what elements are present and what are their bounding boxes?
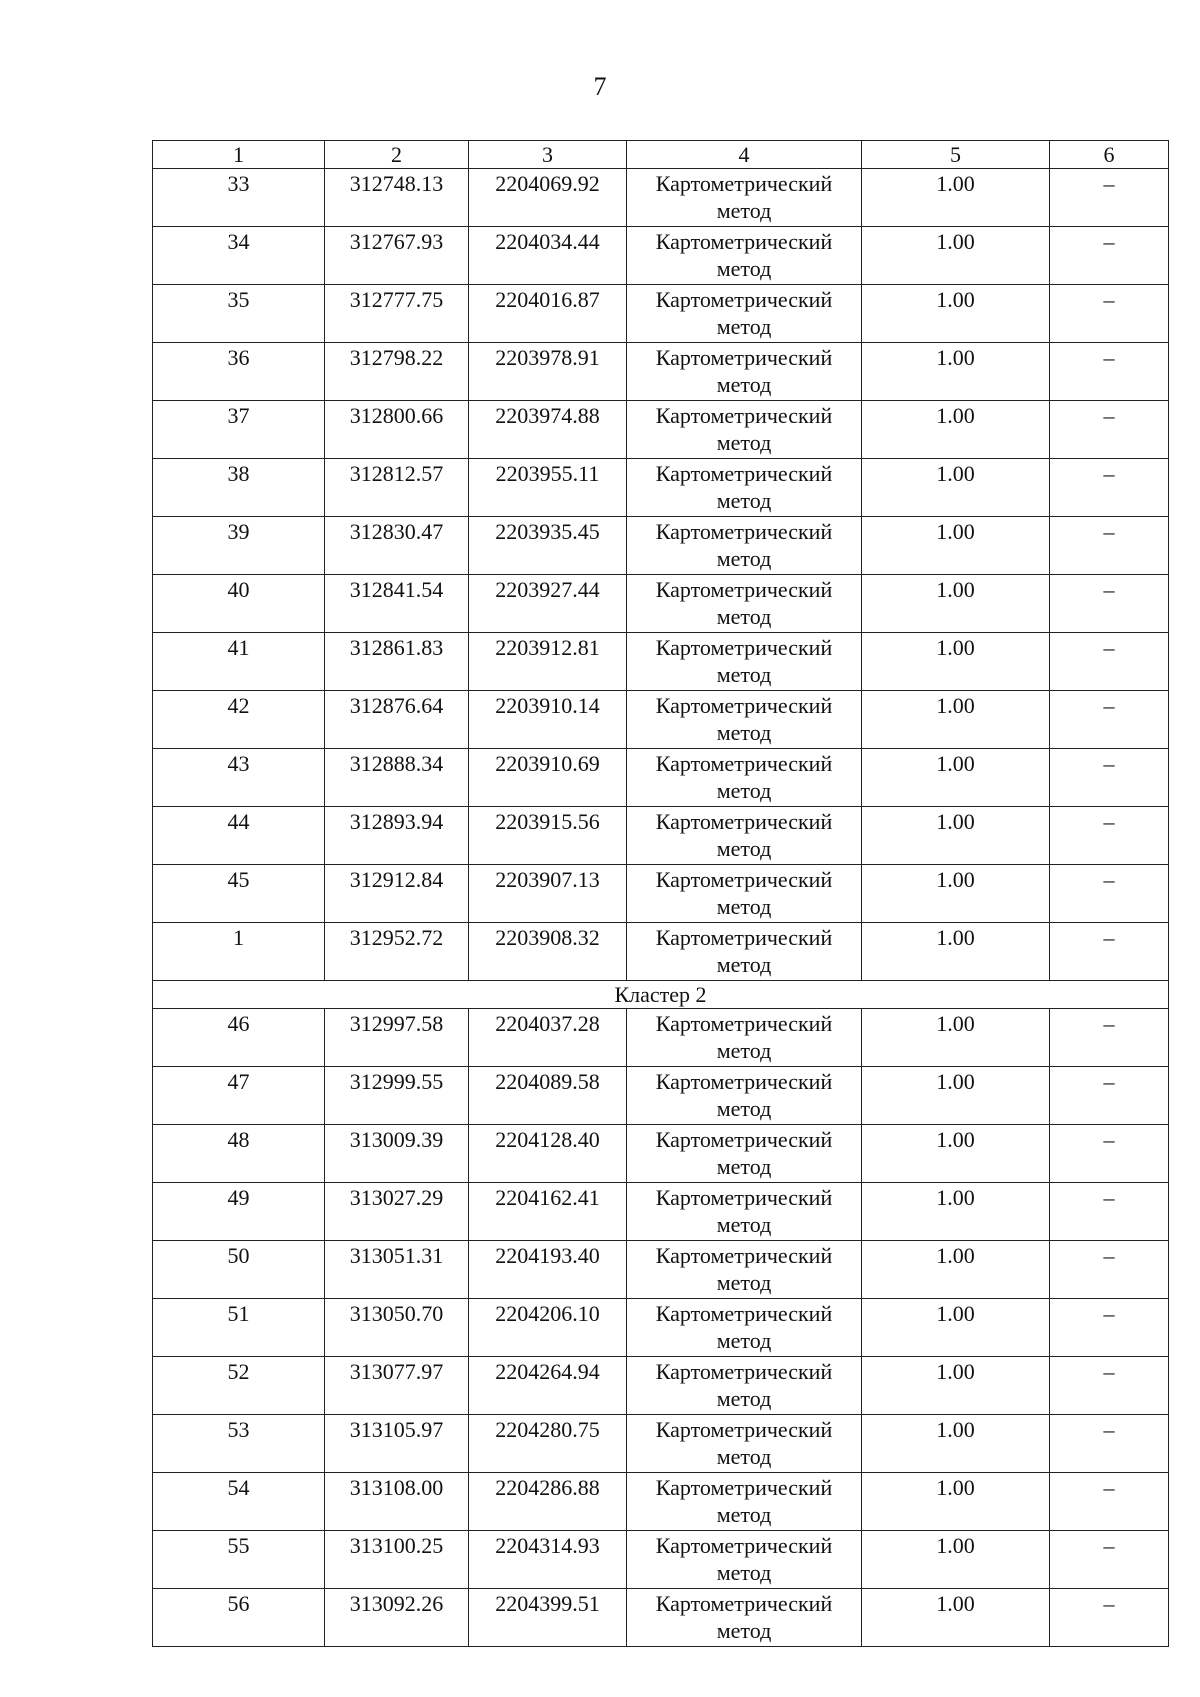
method-cell: Картометрический метод: [627, 749, 862, 807]
y-coordinate-cell: 2203908.32: [469, 923, 627, 981]
x-coordinate-cell: 312812.57: [325, 459, 469, 517]
precision-cell: 1.00: [862, 575, 1050, 633]
note-cell: –: [1050, 1357, 1169, 1415]
point-number-cell: 48: [153, 1125, 325, 1183]
method-cell: Картометрический метод: [627, 865, 862, 923]
y-coordinate-cell: 2203910.69: [469, 749, 627, 807]
x-coordinate-cell: 313100.25: [325, 1531, 469, 1589]
note-cell: –: [1050, 517, 1169, 575]
x-coordinate-cell: 312800.66: [325, 401, 469, 459]
y-coordinate-cell: 2204206.10: [469, 1299, 627, 1357]
point-number-cell: 38: [153, 459, 325, 517]
cluster-heading-row: [153, 981, 1169, 1009]
precision-cell: 1.00: [862, 1183, 1050, 1241]
y-coordinate-cell: 2203907.13: [469, 865, 627, 923]
y-coordinate-cell: 2204314.93: [469, 1531, 627, 1589]
point-number-cell: 45: [153, 865, 325, 923]
method-cell: Картометрический метод: [627, 1241, 862, 1299]
note-cell: –: [1050, 633, 1169, 691]
method-cell: Картометрический метод: [627, 285, 862, 343]
note-cell: –: [1050, 1009, 1169, 1067]
x-coordinate-cell: 312876.64: [325, 691, 469, 749]
method-cell: Картометрический метод: [627, 517, 862, 575]
table-row: [153, 1589, 1169, 1647]
precision-cell: 1.00: [862, 517, 1050, 575]
point-number-cell: 37: [153, 401, 325, 459]
x-coordinate-cell: 313077.97: [325, 1357, 469, 1415]
page-number: 7: [593, 72, 607, 101]
table-row: [153, 401, 1169, 459]
table-row: [153, 691, 1169, 749]
point-number-cell: 42: [153, 691, 325, 749]
point-number-cell: 34: [153, 227, 325, 285]
table-row: [153, 1009, 1169, 1067]
method-cell: Картометрический метод: [627, 1473, 862, 1531]
note-cell: –: [1050, 923, 1169, 981]
y-coordinate-cell: 2203915.56: [469, 807, 627, 865]
x-coordinate-cell: 312830.47: [325, 517, 469, 575]
method-cell: Картометрический метод: [627, 343, 862, 401]
method-cell: Картометрический метод: [627, 1183, 862, 1241]
y-coordinate-cell: 2203927.44: [469, 575, 627, 633]
precision-cell: 1.00: [862, 1589, 1050, 1647]
precision-cell: 1.00: [862, 865, 1050, 923]
point-number-cell: 39: [153, 517, 325, 575]
precision-cell: 1.00: [862, 1009, 1050, 1067]
method-cell: Картометрический метод: [627, 1531, 862, 1589]
precision-cell: 1.00: [862, 1357, 1050, 1415]
table-row: [153, 1241, 1169, 1299]
y-coordinate-cell: 2204264.94: [469, 1357, 627, 1415]
table-row: [153, 1299, 1169, 1357]
x-coordinate-cell: 312777.75: [325, 285, 469, 343]
point-number-cell: 43: [153, 749, 325, 807]
precision-cell: 1.00: [862, 1415, 1050, 1473]
method-cell: Картометрический метод: [627, 227, 862, 285]
point-number-cell: 44: [153, 807, 325, 865]
x-coordinate-cell: 313050.70: [325, 1299, 469, 1357]
point-number-cell: 52: [153, 1357, 325, 1415]
precision-cell: 1.00: [862, 807, 1050, 865]
table-row: [153, 1357, 1169, 1415]
table-row: [153, 1473, 1169, 1531]
point-number-cell: 35: [153, 285, 325, 343]
point-number-cell: 56: [153, 1589, 325, 1647]
x-coordinate-cell: 313092.26: [325, 1589, 469, 1647]
table-row: [153, 1531, 1169, 1589]
precision-cell: 1.00: [862, 1125, 1050, 1183]
y-coordinate-cell: 2204069.92: [469, 169, 627, 227]
precision-cell: 1.00: [862, 1067, 1050, 1125]
y-coordinate-cell: 2204286.88: [469, 1473, 627, 1531]
note-cell: –: [1050, 1125, 1169, 1183]
precision-cell: 1.00: [862, 343, 1050, 401]
note-cell: –: [1050, 285, 1169, 343]
header-cell-5: 5: [862, 141, 1050, 169]
x-coordinate-cell: 312748.13: [325, 169, 469, 227]
method-cell: Картометрический метод: [627, 169, 862, 227]
table-row: [153, 633, 1169, 691]
precision-cell: 1.00: [862, 633, 1050, 691]
note-cell: –: [1050, 575, 1169, 633]
note-cell: –: [1050, 343, 1169, 401]
cluster-heading: Кластер 2: [153, 981, 1169, 1009]
y-coordinate-cell: 2204128.40: [469, 1125, 627, 1183]
x-coordinate-cell: 312893.94: [325, 807, 469, 865]
x-coordinate-cell: 312888.34: [325, 749, 469, 807]
method-cell: Картометрический метод: [627, 1009, 862, 1067]
note-cell: –: [1050, 459, 1169, 517]
point-number-cell: 33: [153, 169, 325, 227]
precision-cell: 1.00: [862, 691, 1050, 749]
note-cell: –: [1050, 227, 1169, 285]
note-cell: –: [1050, 691, 1169, 749]
y-coordinate-cell: 2204399.51: [469, 1589, 627, 1647]
table-row: [153, 227, 1169, 285]
note-cell: –: [1050, 1067, 1169, 1125]
y-coordinate-cell: 2203912.81: [469, 633, 627, 691]
note-cell: –: [1050, 749, 1169, 807]
method-cell: Картометрический метод: [627, 575, 862, 633]
note-cell: –: [1050, 169, 1169, 227]
table-row: [153, 575, 1169, 633]
x-coordinate-cell: 313027.29: [325, 1183, 469, 1241]
x-coordinate-cell: 312952.72: [325, 923, 469, 981]
note-cell: –: [1050, 1241, 1169, 1299]
table-row: [153, 343, 1169, 401]
table-row: [153, 285, 1169, 343]
x-coordinate-cell: 312798.22: [325, 343, 469, 401]
note-cell: –: [1050, 1531, 1169, 1589]
note-cell: –: [1050, 807, 1169, 865]
table-row: [153, 1415, 1169, 1473]
y-coordinate-cell: 2203978.91: [469, 343, 627, 401]
precision-cell: 1.00: [862, 1531, 1050, 1589]
method-cell: Картометрический метод: [627, 401, 862, 459]
precision-cell: 1.00: [862, 285, 1050, 343]
y-coordinate-cell: 2203935.45: [469, 517, 627, 575]
x-coordinate-cell: 312861.83: [325, 633, 469, 691]
method-cell: Картометрический метод: [627, 1125, 862, 1183]
x-coordinate-cell: 312997.58: [325, 1009, 469, 1067]
point-number-cell: 47: [153, 1067, 325, 1125]
method-cell: Картометрический метод: [627, 1589, 862, 1647]
method-cell: Картометрический метод: [627, 633, 862, 691]
header-cell-2: 2: [325, 141, 469, 169]
y-coordinate-cell: 2204162.41: [469, 1183, 627, 1241]
table-row: [153, 459, 1169, 517]
precision-cell: 1.00: [862, 227, 1050, 285]
point-number-cell: 49: [153, 1183, 325, 1241]
header-cell-1: 1: [153, 141, 325, 169]
point-number-cell: 46: [153, 1009, 325, 1067]
point-number-cell: 54: [153, 1473, 325, 1531]
x-coordinate-cell: 313108.00: [325, 1473, 469, 1531]
precision-cell: 1.00: [862, 169, 1050, 227]
note-cell: –: [1050, 1473, 1169, 1531]
table-row: [153, 923, 1169, 981]
point-number-cell: 53: [153, 1415, 325, 1473]
table-row: [153, 1067, 1169, 1125]
y-coordinate-cell: 2204089.58: [469, 1067, 627, 1125]
point-number-cell: 40: [153, 575, 325, 633]
header-cell-6: 6: [1050, 141, 1169, 169]
y-coordinate-cell: 2204016.87: [469, 285, 627, 343]
method-cell: Картометрический метод: [627, 1067, 862, 1125]
y-coordinate-cell: 2203910.14: [469, 691, 627, 749]
header-row: [153, 141, 1169, 169]
table-row: [153, 169, 1169, 227]
table-header: [153, 141, 1169, 169]
precision-cell: 1.00: [862, 401, 1050, 459]
precision-cell: 1.00: [862, 459, 1050, 517]
precision-cell: 1.00: [862, 923, 1050, 981]
precision-cell: 1.00: [862, 749, 1050, 807]
y-coordinate-cell: 2203974.88: [469, 401, 627, 459]
note-cell: –: [1050, 1415, 1169, 1473]
method-cell: Картометрический метод: [627, 923, 862, 981]
header-cell-4: 4: [627, 141, 862, 169]
table-row: [153, 1125, 1169, 1183]
precision-cell: 1.00: [862, 1241, 1050, 1299]
note-cell: –: [1050, 1299, 1169, 1357]
x-coordinate-cell: 312999.55: [325, 1067, 469, 1125]
method-cell: Картометрический метод: [627, 691, 862, 749]
method-cell: Картометрический метод: [627, 1299, 862, 1357]
note-cell: –: [1050, 401, 1169, 459]
point-number-cell: 41: [153, 633, 325, 691]
precision-cell: 1.00: [862, 1473, 1050, 1531]
point-number-cell: 36: [153, 343, 325, 401]
x-coordinate-cell: 312912.84: [325, 865, 469, 923]
y-coordinate-cell: 2204193.40: [469, 1241, 627, 1299]
y-coordinate-cell: 2204037.28: [469, 1009, 627, 1067]
point-number-cell: 1: [153, 923, 325, 981]
precision-cell: 1.00: [862, 1299, 1050, 1357]
x-coordinate-cell: 312841.54: [325, 575, 469, 633]
header-cell-3: 3: [469, 141, 627, 169]
table-row: [153, 517, 1169, 575]
point-number-cell: 50: [153, 1241, 325, 1299]
y-coordinate-cell: 2203955.11: [469, 459, 627, 517]
table-row: [153, 865, 1169, 923]
table-row: [153, 749, 1169, 807]
table-row: [153, 1183, 1169, 1241]
x-coordinate-cell: 313009.39: [325, 1125, 469, 1183]
x-coordinate-cell: 313105.97: [325, 1415, 469, 1473]
point-number-cell: 55: [153, 1531, 325, 1589]
x-coordinate-cell: 313051.31: [325, 1241, 469, 1299]
x-coordinate-cell: 312767.93: [325, 227, 469, 285]
method-cell: Картометрический метод: [627, 1415, 862, 1473]
y-coordinate-cell: 2204034.44: [469, 227, 627, 285]
point-number-cell: 51: [153, 1299, 325, 1357]
method-cell: Картометрический метод: [627, 807, 862, 865]
y-coordinate-cell: 2204280.75: [469, 1415, 627, 1473]
method-cell: Картометрический метод: [627, 459, 862, 517]
table-row: [153, 807, 1169, 865]
note-cell: –: [1050, 1183, 1169, 1241]
method-cell: Картометрический метод: [627, 1357, 862, 1415]
table-body: [153, 169, 1169, 1647]
note-cell: –: [1050, 1589, 1169, 1647]
coordinates-table: [152, 140, 1169, 1647]
note-cell: –: [1050, 865, 1169, 923]
